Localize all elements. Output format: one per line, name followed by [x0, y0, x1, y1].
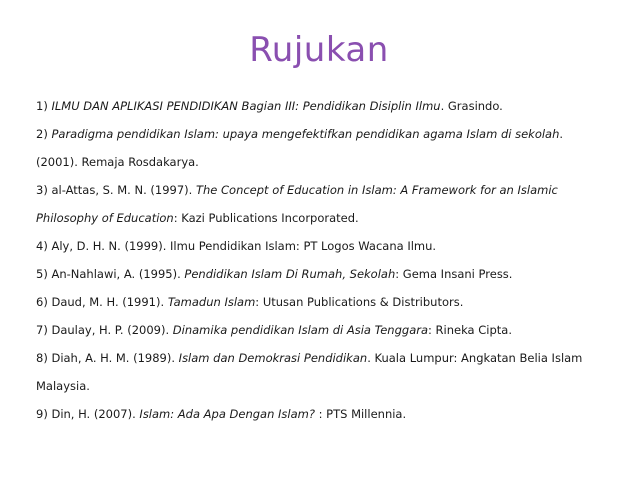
reference-text: . [559, 127, 564, 141]
reference-title-text: ILMU DAN APLIKASI PENDIDIKAN Bagian III: Pendidikan Disiplin Ilmu [51, 99, 441, 113]
reference-text: . Kuala Lumpur: Angkatan Belia Islam [367, 351, 583, 365]
reference-line [36, 400, 616, 428]
reference-text: 9) Din, H. (2007). [36, 407, 140, 421]
reference-text: 3) al-Attas, S. M. N. (1997). [36, 183, 196, 197]
reference-list [36, 92, 616, 428]
reference-line [36, 204, 616, 232]
reference-text: . Grasindo. [440, 99, 503, 113]
reference-text: 5) An-Nahlawi, A. (1995). [36, 267, 185, 281]
reference-line [36, 344, 616, 372]
reference-text: 8) Diah, A. H. M. (1989). [36, 351, 179, 365]
reference-line [36, 232, 616, 260]
reference-title-text: Islam: Ada Apa Dengan Islam? [139, 407, 315, 421]
reference-text: 7) Daulay, H. P. (2009). [36, 323, 173, 337]
reference-line [36, 120, 616, 148]
reference-text: 4) Aly, D. H. N. (1999). Ilmu Pendidikan Islam: PT Logos Wacana Ilmu. [36, 239, 437, 253]
reference-line [36, 176, 616, 204]
reference-title-text: Tamadun Islam [167, 295, 256, 309]
reference-text: 6) Daud, M. H. (1991). [36, 295, 168, 309]
reference-text: 2) [36, 127, 52, 141]
reference-title-text: Pendidikan Islam Di Rumah, Sekolah [184, 267, 396, 281]
reference-text: : Gema Insani Press. [395, 267, 513, 281]
reference-text: (2001). Remaja Rosdakarya. [36, 155, 199, 169]
reference-line [36, 92, 616, 120]
reference-line [36, 260, 616, 288]
slide-title: Rujukan [249, 30, 389, 70]
reference-text: : PTS Millennia. [314, 407, 407, 421]
reference-line [36, 316, 616, 344]
reference-text: : Rineka Cipta. [428, 323, 512, 337]
reference-title-text: The Concept of Education in Islam: A Framework for an Islamic [195, 183, 558, 197]
reference-title-text: Philosophy of Education [36, 211, 174, 225]
reference-title-text: Islam dan Demokrasi Pendidikan [178, 351, 368, 365]
reference-text: 1) [36, 99, 52, 113]
reference-text: Malaysia. [36, 379, 90, 393]
reference-line [36, 148, 616, 176]
reference-text: : Kazi Publications Incorporated. [173, 211, 359, 225]
reference-text: : Utusan Publications & Distributors. [255, 295, 464, 309]
reference-title-text: Paradigma pendidikan Islam: upaya mengefektifkan pendidikan agama Islam di sekolah [51, 127, 560, 141]
reference-line [36, 372, 616, 400]
reference-line [36, 288, 616, 316]
reference-title-text: Dinamika pendidikan Islam di Asia Tenggara [172, 323, 429, 337]
